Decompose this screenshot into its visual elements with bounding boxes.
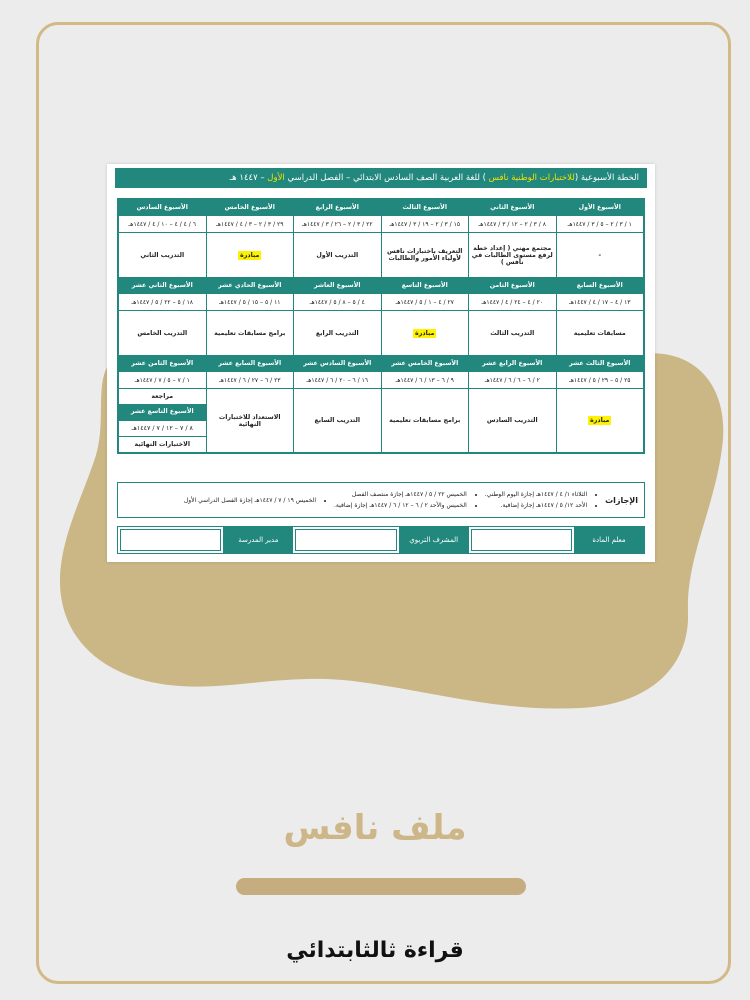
week-content-row xyxy=(119,311,644,356)
week-label: الأسبوع الثامن xyxy=(469,278,557,294)
week-header-row xyxy=(119,356,644,372)
week-label: الأسبوع الخامس عشر xyxy=(381,356,469,372)
signature-box xyxy=(120,529,221,551)
holidays-box xyxy=(117,482,645,518)
signature-box xyxy=(295,529,396,551)
holiday-item: • الخميس والأحد ٢ / ٦ – ١٢ / ٦ / ١٤٤٧هـ إجازة إضافية. xyxy=(334,500,467,511)
week-date: ١١ / ٥ – ١٥ / ٥ / ١٤٤٧هـ xyxy=(206,294,294,311)
week-content: التدريب الأول xyxy=(294,233,382,278)
week-date: ٢٣ / ٦ – ٢٧ / ٦ / ١٤٤٧هـ xyxy=(206,372,294,389)
signature-label: المشرف التربوي xyxy=(399,527,469,553)
week-date: ٢٩ / ٣ / ٢ – ٣ / ٤ / ١٤٤٧هـ xyxy=(206,216,294,233)
holidays-list-3 xyxy=(184,495,324,506)
weekly-plan-sheet xyxy=(107,164,655,562)
week-content: مسابقات تعليمية xyxy=(556,311,644,356)
week-date: ٢٠ / ٤ – ٢٤ / ٤ / ١٤٤٧هـ xyxy=(469,294,557,311)
week-content: مجتمع مهني ( إعداد خطة لرفع مستوى الطالبات في نافس ) xyxy=(469,233,557,278)
week-content: التدريب الثاني xyxy=(119,233,207,278)
week-label: الأسبوع السادس عشر xyxy=(294,356,382,372)
week-date: ٩ / ٦ – ١٣ / ٦ / ١٤٤٧هـ xyxy=(381,372,469,389)
week-label: الأسبوع الثالث xyxy=(381,200,469,216)
week-content-cell xyxy=(206,233,294,278)
week-label: الأسبوع السابع عشر xyxy=(206,356,294,372)
initiative-highlight: مبادرة xyxy=(415,329,435,337)
initiative-highlight: مبادرة xyxy=(240,251,260,259)
signatures-row xyxy=(117,526,645,554)
week-date: ١٦ / ٦ – ٢٠ / ٦ / ١٤٤٧هـ xyxy=(294,372,382,389)
final-exams-label: الاختبارات النهائية xyxy=(134,440,191,448)
review-label: مراجعة xyxy=(151,393,174,401)
week-content-row xyxy=(119,389,644,453)
cover-title: ملف نافس xyxy=(283,808,467,848)
week-content-cell xyxy=(556,389,644,453)
holiday-item: • الخميس ١٩ / ٧ / ١٤٤٧هـ إجازة الفصل الدراسي الأول xyxy=(184,495,316,506)
week-label: الأسبوع التاسع xyxy=(381,278,469,294)
week-date: ٢ / ٦ – ٦ / ٦ / ١٤٤٧هـ xyxy=(469,372,557,389)
week-dates-row xyxy=(119,294,644,311)
week-header-row xyxy=(119,200,644,216)
week-label: الأسبوع العاشر xyxy=(294,278,382,294)
plan-title: الخطة الأسبوعية (للاختبارات الوطنية نافس ) للغة العربية الصف السادس الابتدائي – الفصل الدراسي الأول – ١٤٤٧ هـ xyxy=(115,168,647,188)
week-content: التدريب الخامس xyxy=(119,311,207,356)
week-date: ١ / ٧ – ٥ / ٧ / ١٤٤٧هـ xyxy=(119,372,207,389)
signature-teacher xyxy=(469,527,644,553)
week-content-cell xyxy=(381,311,469,356)
week-label: الأسبوع الثاني عشر xyxy=(119,278,207,294)
week-date: ٦ / ٤ / ٤ – ١٠ / ٤ / ١٤٤٧هـ xyxy=(119,216,207,233)
week-dates-row xyxy=(119,372,644,389)
week-date: ٢٥ / ٥ – ٢٩ / ٥ / ١٤٤٧هـ xyxy=(556,372,644,389)
week-date: ٢٧ / ٤ – ١ / ٥ / ١٤٤٧هـ xyxy=(381,294,469,311)
signature-label: مدير المدرسة xyxy=(223,527,293,553)
week-label: الأسبوع السابع xyxy=(556,278,644,294)
week-label: الأسبوع الثالث عشر xyxy=(556,356,644,372)
week-content: الاستعداد للاختبارات النهائية xyxy=(206,389,294,453)
week-date: ٨ / ٧ – ١٢ / ٧ / ١٤٤٧هـ xyxy=(119,420,206,437)
signature-principal xyxy=(118,527,293,553)
signature-box xyxy=(471,529,572,551)
week-date: ١٥ / ٣ / ٢ – ١٩ / ٣ / ١٤٤٧هـ xyxy=(381,216,469,233)
week-label: الأسبوع الثاني xyxy=(469,200,557,216)
week-date: ١٨ / ٥ – ٢٢ / ٥ / ١٤٤٧هـ xyxy=(119,294,207,311)
holiday-item: • الثلاثاء ١/ ٤ / ١٤٤٧هـ إجازة اليوم الوطني. xyxy=(485,489,587,500)
week-date: ١٣ / ٤ – ١٧ / ٤ / ١٤٤٧هـ xyxy=(556,294,644,311)
week-content: - xyxy=(556,233,644,278)
schedule-table xyxy=(117,198,645,454)
holidays-title: الإجازات xyxy=(605,495,638,505)
signature-label: معلم المادة xyxy=(574,527,644,553)
week-label: الأسبوع الحادي عشر xyxy=(206,278,294,294)
cover-subtitle: قراءة ثالثابتدائي xyxy=(286,938,464,963)
week-label: الأسبوع الثامن عشر xyxy=(119,356,207,372)
week-dates-row xyxy=(119,216,644,233)
plan-title-highlight: للاختبارات الوطنية نافس xyxy=(488,173,575,183)
week-date: ٤ / ٥ – ٨ / ٥ / ١٤٤٧هـ xyxy=(294,294,382,311)
week-date: ١ / ٣ / ٢ – ٥ / ٣ / ١٤٤٧هـ xyxy=(556,216,644,233)
initiative-highlight: مبادرة xyxy=(590,417,610,424)
week-label: الأسبوع الأول xyxy=(556,200,644,216)
signature-supervisor xyxy=(293,527,468,553)
holidays-list-2 xyxy=(334,489,475,511)
week-content: برامج مسابقات تعليمية xyxy=(206,311,294,356)
week-label: الأسبوع الخامس xyxy=(206,200,294,216)
holiday-item: • الأحد ١٢/ ٥ / ١٤٤٧هـ إجازة إضافية. xyxy=(485,500,587,511)
week-content: برامج مسابقات تعليمية xyxy=(381,389,469,453)
week-label: الأسبوع السادس xyxy=(119,200,207,216)
week-content: التدريب الثالث xyxy=(469,311,557,356)
decorative-bar xyxy=(236,878,526,895)
week-content: التعريف باختبارات نافس لأولياء الأمور والطالبات xyxy=(381,233,469,278)
week-label: الأسبوع التاسع عشر xyxy=(119,404,206,419)
week-header-row xyxy=(119,278,644,294)
week-date: ٨ / ٣ / ٢ – ١٢ / ٣ / ١٤٤٧هـ xyxy=(469,216,557,233)
week-content-row xyxy=(119,233,644,278)
week-label: الأسبوع الرابع عشر xyxy=(469,356,557,372)
holidays-list-1 xyxy=(485,489,595,511)
week-date: ٢٢ / ٣ / ٢ – ٢٦ / ٣ / ١٤٤٧هـ xyxy=(294,216,382,233)
holiday-item: • الخميس ٢٢ / ٥ / ١٤٤٧هـ إجازة منتصف الفصل xyxy=(334,489,467,500)
plan-title-term: الأول xyxy=(267,173,285,183)
week-content: التدريب الرابع xyxy=(294,311,382,356)
final-week-cell xyxy=(119,389,207,453)
week-content: التدريب السابع xyxy=(294,389,382,453)
week-content: التدريب السادس xyxy=(469,389,557,453)
week-label: الأسبوع الرابع xyxy=(294,200,382,216)
